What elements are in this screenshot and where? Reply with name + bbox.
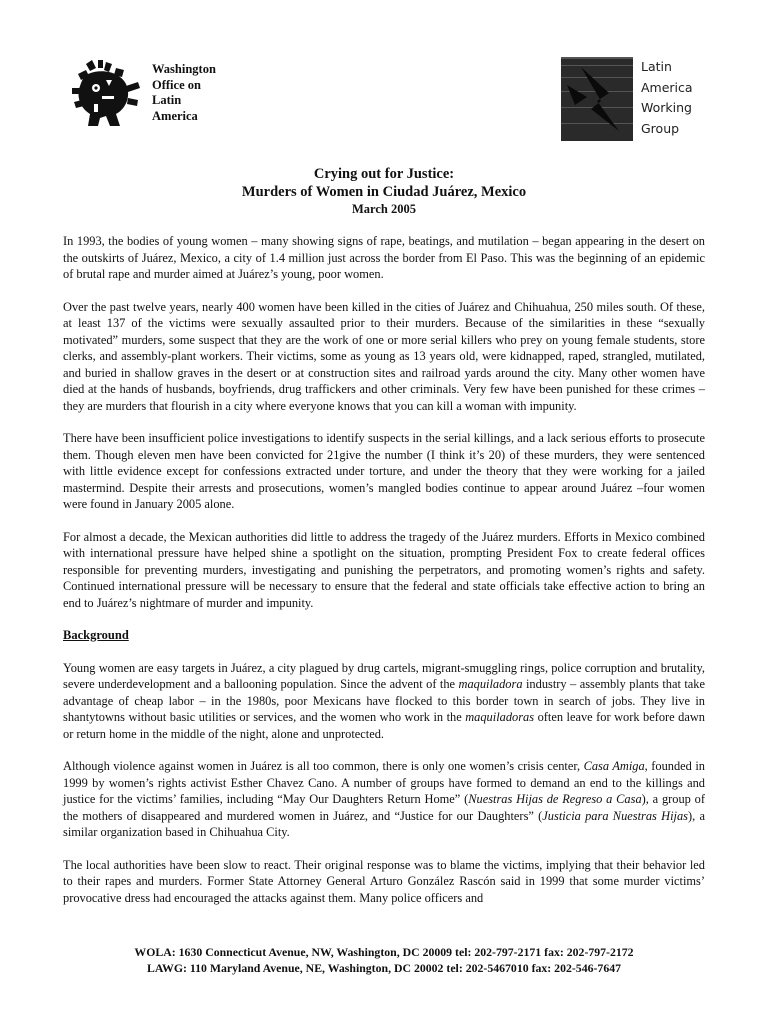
text-span: industry – assembly plants that take advantage of cheap labor – in the 1980s, poor Mexicans have flocked to this border town in search of jobs. They live in shantytowns without basic utilities or services, and the women who work in the <box>63 677 705 724</box>
title-line-1: Crying out for Justice: <box>313 166 455 182</box>
italic-term: maquiladoras <box>465 710 535 724</box>
paragraph-killings: Over the past twelve years, nearly 400 women have been killed in the cities of Juárez and Chihuahua, 250 miles south. Of these, at least 137 of the victims were sexually assaulted prior to their murders. Because of the similarities in these “sexually motivated” murders, some suspect that they are the work of one or more serial killers who prey on young female students, store clerks, and assembly-plant workers. Their victims, some as young as 13 years old, were kidnapped, raped, strangled, mutilated, and buried in shallow graves in the desert or at construction sites and railroad yards around the city. Many other women have died at the hands of husbands, boyfriends, drug traffickers and other criminals. Very few have been punished for these crimes – they are murders that flourish in a city where everyone knows that you can kill a woman with impunity. <box>63 299 705 413</box>
footer-lawg-contact: LAWG: 110 Maryland Avenue, NE, Washington, DC 20002 tel: 202-5467010 fax: 202-546-7647 <box>146 961 622 975</box>
text-span: ), a similar organization based in Chihuahua City. <box>63 808 706 839</box>
paragraph-authorities: For almost a decade, the Mexican authorities did little to address the tragedy of the Juárez murders. Efforts in Mexico combined with international pressure have helped shine a spotlight on the situation, prompting President Fox to create federal offices responsible for preventing murders, investigating and punishing the perpetrators, and promoting women’s rights and safety. Continued international pressure will be necessary to ensure that the federal and state officials take effective action to bring an end to Juárez’s nightmare of murder and impunity. <box>63 529 705 610</box>
wola-logo-icon <box>72 58 144 128</box>
text-span: Although violence against women in Juárez is all too common, there is only one women’s crisis center, <box>63 759 584 773</box>
text-span: often leave for work before dawn or return home in the middle of the night, alone and unprotected. <box>63 710 706 741</box>
wola-name-line: Office on <box>152 77 201 92</box>
paragraph-groups <box>63 758 705 841</box>
contact-footer <box>0 944 768 976</box>
wola-name <box>152 62 216 124</box>
italic-term: Justicia para Nuestras Hijas <box>542 808 688 823</box>
italic-term: Casa Amiga <box>583 759 645 773</box>
lawg-name-line: Latin <box>641 59 672 74</box>
paragraph-background <box>63 660 705 743</box>
wola-name-line: America <box>152 108 198 123</box>
text-span: , founded in 1999 by women’s rights activist Esther Chavez Cano. A number of groups have formed to demand an end to the killings and justice for the victims’ families, including “May Our Daughters Return Home” ( <box>63 759 705 806</box>
lawg-name-line: Group <box>641 120 680 136</box>
lawg-name-line: Working <box>641 100 692 115</box>
text-span: ), a group of the mothers of disappeared and murdered women in Juárez, and “Justice for our Daughters” ( <box>63 792 705 823</box>
lawg-name-line: America <box>641 79 693 95</box>
document-body <box>63 233 705 922</box>
lawg-logo-icon <box>561 57 633 141</box>
title-date: March 2005 <box>352 202 416 216</box>
italic-term: maquiladora <box>458 677 523 691</box>
section-heading-background: Background <box>63 628 129 642</box>
lawg-name <box>641 57 693 139</box>
italic-term: Nuestras Hijas de Regreso a Casa <box>468 792 642 806</box>
paragraph-local-authorities: The local authorities have been slow to react. Their original response was to blame the victims, implying that their behavior led to their rapes and murders. Former State Attorney General Arturo González Rascón said in 1999 that some murder victims’ provocative dress had encouraged the attacks against them. Many police officers and <box>63 857 705 905</box>
paragraph-investigations: There have been insufficient police investigations to identify suspects in the serial killings, and a lack serious efforts to prosecute them. Though eleven men have been convicted for 21give the number (I think it’s 20) of these murders, they were sentenced with little evidence except for confessions extracted under torture, and under the theory that they were working for a jailed mastermind. Despite their arrests and prosecutions, women’s mangled bodies continue to appear around Juárez –four women were found in January 2005 alone. <box>63 431 705 511</box>
wola-name-line: Washington <box>152 62 216 76</box>
text-span: Young women are easy targets in Juárez, a city plagued by drug cartels, migrant-smuggling rings, police corruption and brutality, severe underdevelopment and a ballooning population. Since the advent of the <box>63 660 705 691</box>
footer-wola-contact: WOLA: 1630 Connecticut Avenue, NW, Washington, DC 20009 tel: 202-797-2171 fax: 202-797-2172 <box>134 945 634 959</box>
document-title <box>0 165 768 218</box>
wola-name-line: Latin <box>152 93 182 107</box>
paragraph-intro: In 1993, the bodies of young women – many showing signs of rape, beatings, and mutilation – began appearing in the desert on the outskirts of Juárez, Mexico, a city of 1.4 million just across the border from El Paso. This was the beginning of an epidemic of brutal rape and murder aimed at Juárez’s young, poor women. <box>63 234 705 281</box>
title-line-2: Murders of Women in Ciudad Juárez, Mexico <box>241 184 527 200</box>
